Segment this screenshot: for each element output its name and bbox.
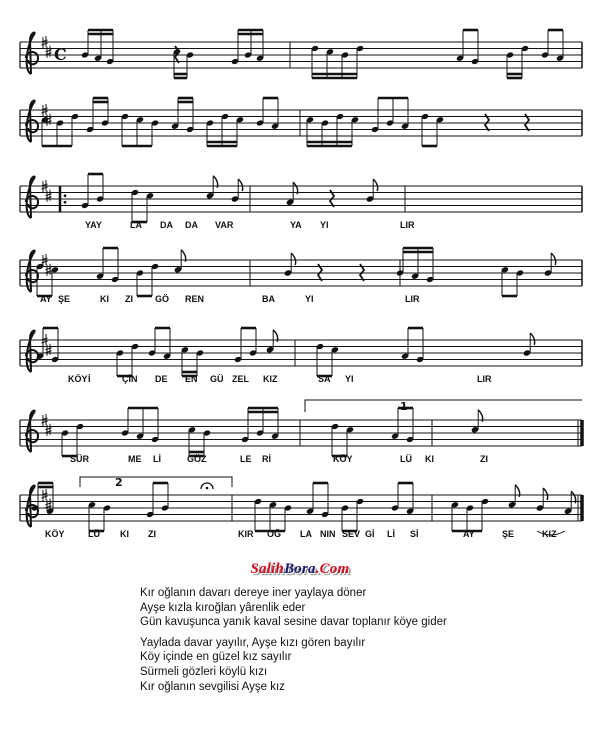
lyric-syllable: ZI — [480, 454, 488, 464]
lyric-syllable: OĞ — [267, 529, 282, 539]
note-flag — [373, 179, 378, 191]
lyric-syllable: KÖY — [68, 374, 88, 384]
lyric-syllable: YI — [320, 220, 329, 230]
lyric-syllable: Rİ — [262, 454, 271, 464]
volta-bracket — [305, 400, 582, 412]
lyric-syllable: KIZ — [263, 374, 278, 384]
lyric-syllable: DE — [155, 374, 168, 384]
lyric-syllable: AY — [463, 529, 475, 539]
lyric-syllable: LA — [300, 529, 312, 539]
lyric-syllable: YI — [305, 294, 314, 304]
note-flag — [291, 253, 296, 265]
lyric-syllable: LE — [240, 454, 252, 464]
lyric-syllable: GÜ — [210, 374, 224, 384]
lyric-syllable: ZEL — [232, 374, 249, 384]
staff-system — [20, 408, 582, 464]
lyric-syllable: YA — [290, 220, 302, 230]
verse-line: Kır oğlanın sevgilisi Ayşe kız — [140, 680, 285, 693]
lyric-syllable: KI — [425, 454, 434, 464]
lyric-syllable: AY — [40, 294, 52, 304]
verse-2 — [140, 636, 447, 694]
lyric-syllable: LIR — [405, 294, 420, 304]
staff-system — [20, 248, 582, 304]
verse-line: Köy içinde en güzel kız sayılır — [140, 651, 292, 664]
lyric-syllable: Sİ — [410, 529, 419, 539]
staff-system — [20, 30, 582, 78]
fermata-icon — [206, 487, 209, 490]
lyric-syllable: ŞE — [58, 294, 71, 304]
note-flag — [551, 253, 556, 265]
volta-number: 1 — [400, 400, 408, 413]
lyric-syllable: KIZ — [542, 529, 557, 539]
staff-system — [20, 98, 582, 146]
lyric-syllable: VAR — [215, 220, 234, 230]
sharp-icon — [46, 190, 52, 202]
lyrics-text — [140, 586, 447, 700]
lyric-syllable: SEV — [342, 529, 361, 539]
lyric-syllable: Lİ — [153, 454, 161, 464]
verse-line: Gün kavuşunca yanık kaval sesine davar toplanır köye gider — [140, 616, 447, 629]
repeat-dot — [64, 194, 67, 197]
lyric-syllable: ZI — [125, 294, 133, 304]
note-flag — [530, 333, 535, 345]
lyric-syllable: ŞE — [502, 529, 515, 539]
lyric-syllable: İ — [88, 374, 91, 384]
volta-number: 2 — [115, 476, 123, 489]
note-flag — [238, 179, 243, 191]
lyric-syllable: REN — [185, 294, 205, 304]
watermark-logo: SalihBora.Com — [250, 561, 350, 577]
lyric-syllable: GÖZ — [187, 454, 207, 464]
sharp-icon — [46, 424, 52, 436]
repeat-dot — [64, 201, 67, 204]
note-flag — [543, 488, 548, 500]
lyric-syllable: KÖY — [333, 454, 353, 464]
lyric-syllable: Lİ — [387, 529, 395, 539]
staff-system — [20, 328, 582, 384]
lyric-syllable: SÜR — [70, 454, 90, 464]
staff-system — [20, 174, 582, 230]
verse-line: Yaylada davar yayılır, Ayşe kızı gören bayılır — [140, 636, 366, 649]
lyric-syllable: EN — [185, 374, 198, 384]
lyric-syllable: DA — [185, 220, 198, 230]
lyric-syllable: SA — [318, 374, 331, 384]
lyric-syllable: LA — [130, 220, 142, 230]
common-time-icon: C — [54, 45, 67, 64]
sharp-icon — [46, 46, 52, 58]
lyric-syllable: KI — [100, 294, 109, 304]
lyric-syllable: ÇİN — [122, 374, 138, 384]
lyric-syllable: DA — [160, 220, 173, 230]
verse-1 — [140, 586, 447, 630]
lyric-syllable: GÖ — [155, 294, 170, 304]
verse-line: Sürmeli gözleri köylü kızı — [140, 665, 268, 678]
lyric-syllable: ZI — [148, 529, 156, 539]
lyric-syllable: Gİ — [365, 529, 375, 539]
sharp-icon — [46, 344, 52, 356]
sharp-icon — [46, 264, 52, 276]
lyric-syllable: YI — [345, 374, 354, 384]
lyric-syllable: ME — [128, 454, 142, 464]
staff-system — [20, 483, 582, 539]
lyric-syllable: LIR — [400, 220, 415, 230]
lyric-syllable: KI — [120, 529, 129, 539]
verse-line: Kır oğlanın davarı dereye iner yaylaya döner — [140, 587, 367, 599]
lyric-syllable: LIR — [477, 374, 492, 384]
lyric-syllable: LÜ — [400, 454, 412, 464]
lyric-syllable: KIR — [238, 529, 254, 539]
verse-line: Ayşe kızla kıroğlan yârenlik eder — [140, 601, 306, 614]
lyric-syllable: KÖY — [45, 529, 65, 539]
lyric-syllable: YAY — [85, 220, 102, 230]
lyric-syllable: NIN — [320, 529, 336, 539]
lyric-syllable: BA — [262, 294, 275, 304]
lyric-syllable: LÜ — [88, 529, 100, 539]
